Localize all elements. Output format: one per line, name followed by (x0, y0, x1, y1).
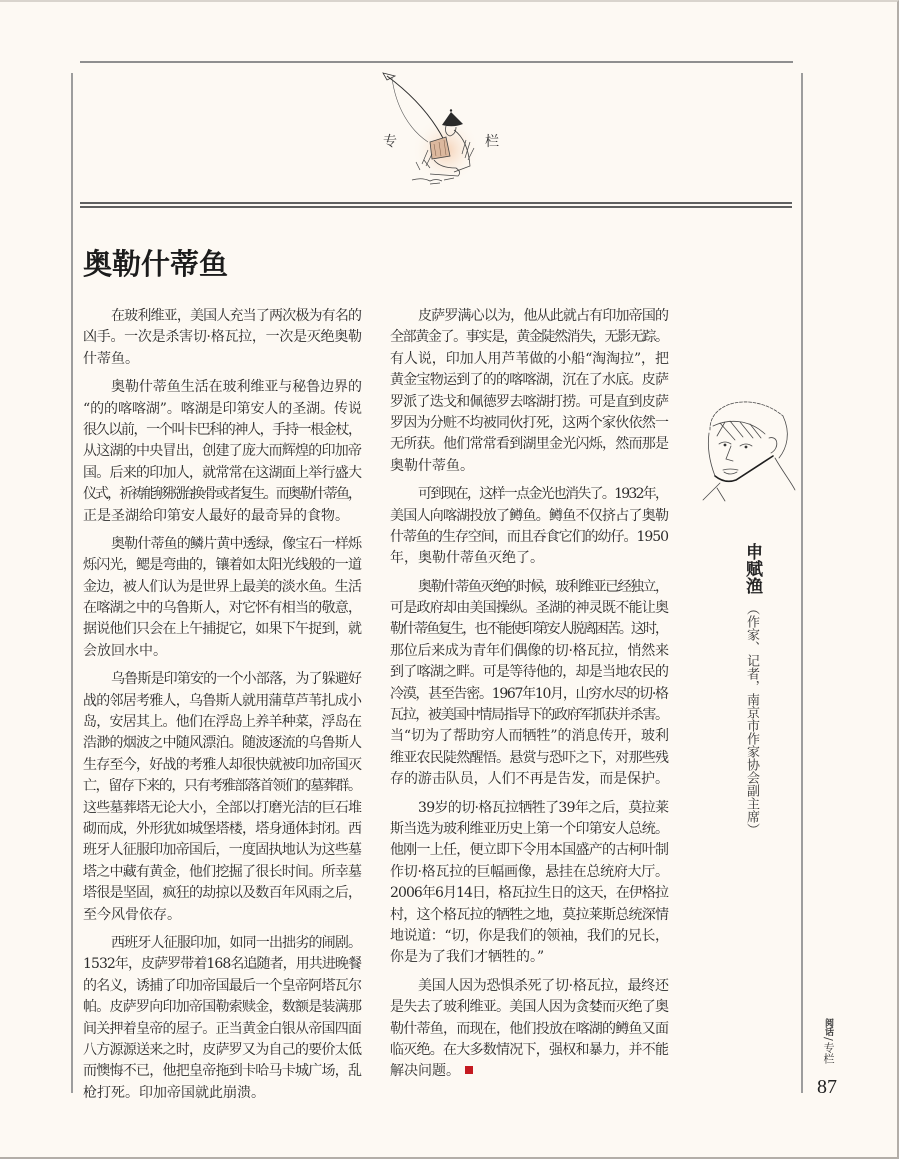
text-line (390, 976, 669, 997)
fisherman-illustration (370, 68, 520, 193)
text-line (390, 619, 669, 640)
text-line (390, 306, 669, 327)
right-margin-rule (801, 73, 803, 1093)
paragraph (390, 484, 669, 570)
text-line-content: 八方源源送来之时，皮萨罗又为自己的要价太低 (83, 1041, 362, 1058)
text-line (83, 798, 362, 819)
text-line (83, 327, 362, 348)
text-line-content: 会放回水中。 (83, 642, 167, 659)
text-line (390, 905, 669, 926)
text-line-content: 勒什蒂鱼复生，也不能使印第安人脱离困苦。这时， (390, 621, 668, 638)
text-line-content: 而懊悔不已，他把皇帝拖到卡哈马卡城广场，乱 (83, 1063, 362, 1080)
text-line-content: 战的邻居考雅人，乌鲁斯人就用蒲草芦苇扎成小 (83, 692, 362, 709)
column-label-left: 专 (383, 134, 397, 150)
paragraph (83, 306, 362, 370)
text-line-content: 瓦拉，被美国中情局指导下的政府军抓获并杀害。 (390, 707, 668, 724)
text-line (390, 577, 669, 598)
text-line (390, 370, 669, 391)
text-line (390, 434, 669, 455)
text-line (390, 748, 669, 769)
text-line (83, 905, 362, 926)
text-line (83, 1040, 362, 1061)
text-line-content: 勒什蒂鱼，而现在，他们投放在喀湖的鳟鱼又面 (390, 1020, 669, 1037)
text-line (83, 349, 362, 370)
text-line-content: 年，奥勒什蒂鱼灭绝了。 (390, 550, 544, 567)
text-line-content: 枪打死。印加帝国就此崩溃。 (83, 1084, 265, 1101)
text-line-content: 塔很是坚固，疯狂的劫掠以及数百年风雨之后， (83, 885, 362, 902)
text-line (390, 684, 669, 705)
text-line-content: 帕。皮萨罗向印加帝国勒索赎金，数额是装满那 (83, 999, 362, 1016)
text-line-content: 临灭绝。在大多数情况下，强权和暴力，并不能 (390, 1041, 669, 1058)
text-line (390, 997, 669, 1018)
text-line-content: 存的游击队员，人们不再是告发，而是保护。 (390, 771, 669, 788)
text-line (83, 883, 362, 904)
text-line (83, 641, 362, 662)
text-line-content: 浩渺的烟波之中随风漂泊。随波逐流的乌鲁斯人 (83, 735, 362, 752)
text-line (83, 598, 362, 619)
text-line (390, 527, 669, 548)
text-line (390, 947, 669, 968)
text-line (390, 840, 669, 861)
text-line-content: 在玻利维亚，美国人充当了两次极为有名的 (111, 308, 362, 324)
text-line-content: 地说道：“切，你是我们的领袖，我们的兄长， (390, 927, 669, 944)
text-line-content: 仪式，祈祷能够脱胎换骨或者复生。而奥勒什蒂鱼， (83, 486, 361, 503)
header-double-rule-upper (80, 202, 792, 204)
text-line (390, 641, 669, 662)
text-line-content: 39岁的切·格瓦拉牺牲了39年之后，莫拉莱 (418, 799, 669, 816)
text-line-content: 的名义，诱捕了印加帝国最后一个皇帝阿塔瓦尔 (83, 977, 362, 994)
text-line-content: 国。后来的印加人，就常常在这湖面上举行盛大 (83, 464, 362, 481)
text-line-content: 正是圣湖给印第安人最好的最奇异的食物。 (83, 507, 349, 524)
text-line (83, 712, 362, 733)
text-line (390, 413, 669, 434)
text-line-content: 无所获。他们常常看到湖里金光闪烁，然而那是 (390, 436, 669, 453)
text-line-content: 全部黄金了。事实是，黄金陡然消失，无影无踪。 (390, 329, 668, 346)
paragraph (83, 534, 362, 662)
text-line-content: 岛，安居其上。他们在浮岛上养羊种菜，浮岛在 (83, 714, 362, 731)
paragraph (83, 377, 362, 527)
text-line (390, 798, 669, 819)
paragraph (390, 306, 669, 477)
text-line-content: 2006年6月14日，格瓦拉生日的这天，在伊格拉 (390, 885, 669, 902)
text-line-content: 美国人向喀湖投放了鳟鱼。鳟鱼不仅挤占了奥勒 (390, 507, 669, 524)
text-line-content: 奥勒什蒂鱼生活在玻利维亚与秘鲁边界的 (111, 379, 362, 396)
text-line-content: 你是为了我们才牺牲的。” (390, 949, 545, 966)
author-name: 申赋渔 (742, 543, 762, 594)
text-line (83, 484, 362, 505)
text-line (390, 349, 669, 370)
text-line-content: 塔之中藏有黄金，他们挖掘了很长时间。所幸墓 (83, 863, 362, 880)
text-line-content: 斯当选为玻利维亚历史上第一个印第安人总统。 (390, 820, 669, 837)
text-line-content: 西班牙人征服印加，如同一出拙劣的闹剧。 (111, 934, 362, 951)
text-line (390, 1040, 669, 1061)
paragraph (390, 798, 669, 969)
paragraph (390, 976, 669, 1083)
section-name: 专栏 (822, 1041, 835, 1064)
text-line-content: 奥勒什蒂鱼的鳞片黄中透绿，像宝石一样烁 (111, 535, 362, 552)
text-line-content: 罗因为分赃不均被同伙打死，这两个家伙依然一 (390, 414, 669, 431)
text-line (390, 484, 669, 505)
text-line (83, 1019, 362, 1040)
text-line-content: 当“切为了帮助穷人而牺牲”的消息传开，玻利 (390, 728, 669, 745)
text-line (83, 399, 362, 420)
text-line (83, 862, 362, 883)
text-line-content: 凶手。一次是杀害切·格瓦拉，一次是灭绝奥勒 (83, 329, 362, 346)
text-line-content: “的的喀喀湖”。喀湖是印第安人的圣湖。传说 (83, 400, 362, 417)
text-line (83, 441, 362, 462)
text-line (390, 705, 669, 726)
text-line-content: 作切·格瓦拉的巨幅画像，悬挂在总统府大厅。 (390, 863, 669, 880)
section-prefix: 阅话 (823, 1018, 833, 1036)
text-line (83, 1061, 362, 1082)
text-line (390, 769, 669, 790)
text-line-content: 间关押着皇帝的屋子。正当黄金白银从帝国四面 (83, 1020, 362, 1037)
text-line (83, 933, 362, 954)
text-line-content: 砌而成，外形犹如城堡塔楼，塔身通体封闭。西 (83, 820, 362, 837)
text-line (83, 555, 362, 576)
text-line (83, 840, 362, 861)
text-line-content: 到了喀湖之畔。可是等待他的，却是当地农民的 (390, 664, 669, 681)
text-line (83, 577, 362, 598)
text-line (390, 862, 669, 883)
text-line-content: 乌鲁斯是印第安的一个小部落，为了躲避好 (111, 671, 362, 688)
text-line-content: 可到现在，这样一点金光也消失了。1932年， (418, 486, 668, 503)
text-line (83, 733, 362, 754)
top-rule (80, 61, 793, 63)
text-line-content: 罗派了迭戈和佩德罗去喀湖打捞。可是直到皮萨 (390, 393, 669, 410)
text-line (83, 506, 362, 527)
article-title: 奥勒什蒂鱼 (83, 247, 229, 281)
text-line (390, 926, 669, 947)
text-line-content: 生存至今，好战的考雅人却很快就被印加帝国灭 (83, 756, 362, 773)
column-label-right: 栏 (485, 134, 499, 150)
text-line-content: 村，这个格瓦拉的牺牲之地，莫拉莱斯总统深情 (390, 906, 669, 923)
paragraph (390, 577, 669, 791)
text-line (83, 306, 362, 327)
text-line-content: 亡，留存下来的，只有考雅部落首领们的墓葬群。 (83, 778, 361, 795)
text-line (83, 691, 362, 712)
text-line (83, 669, 362, 690)
text-line-content: 奥勒什蒂鱼。 (390, 457, 474, 474)
text-line-content: 解决问题。 (390, 1063, 460, 1080)
text-line (390, 1019, 669, 1040)
text-line-content: 那位后来成为青年们偶像的切·格瓦拉，悄然来 (390, 642, 669, 659)
author-bio: （作家、记者，南京市作家协会副主席） (744, 602, 759, 836)
text-line (390, 726, 669, 747)
text-line (390, 598, 669, 619)
text-line-content: 这些墓葬塔无论大小，全部以打磨光洁的巨石堆 (83, 799, 362, 816)
text-line (83, 619, 362, 640)
text-line-content: 有人说，印加人用芦苇做的小船“淘淘拉”，把 (390, 350, 669, 367)
text-line (83, 997, 362, 1018)
text-line (390, 327, 669, 348)
text-line (83, 755, 362, 776)
text-line-content: 他刚一上任，便立即下令用本国盛产的古柯叶制 (390, 842, 669, 859)
text-line (83, 976, 362, 997)
text-line-content: 是失去了玻利维亚。美国人因为贪婪而灭绝了奥 (390, 999, 669, 1016)
text-line (83, 1083, 362, 1104)
author-portrait-sketch (695, 388, 800, 508)
text-line-content: 班牙人征服印加帝国后，一度固执地认为这些墓 (83, 842, 362, 859)
header-double-rule-lower (80, 206, 792, 208)
text-line (83, 420, 362, 441)
section-label (822, 1018, 834, 1064)
text-line-content: 从这湖的中央冒出，创建了庞大而辉煌的印加帝 (83, 443, 362, 460)
page-number: 87 (817, 1076, 837, 1098)
text-line-content: 至今风骨依存。 (83, 906, 181, 923)
article-column-1 (83, 306, 362, 1104)
text-line-content: 烁闪光，鳃是弯曲的，镶着如太阳光线般的一道 (83, 557, 362, 574)
text-line-content: 维亚农民陡然醒悟。悬赏与恐吓之下，对那些残 (390, 749, 669, 766)
text-line-content: 美国人因为恐惧杀死了切·格瓦拉，最终还 (418, 977, 669, 994)
text-line-content: 1532年，皮萨罗带着168名追随者，用共进晚餐 (83, 956, 362, 973)
text-line (83, 377, 362, 398)
text-line-content: 很久以前，一个叫卡巴科的神人，手持一根金杖， (83, 421, 361, 438)
text-line-content: 据说他们只会在上午捕捉它，如果下午捉到，就 (83, 621, 362, 638)
text-line-content: 什蒂鱼。 (83, 350, 139, 367)
text-line-content: 奥勒什蒂鱼灭绝的时候，玻利维亚已经独立， (418, 578, 668, 595)
section-separator: / (822, 1037, 835, 1041)
text-line (390, 548, 669, 569)
paragraph (83, 669, 362, 926)
text-line (83, 954, 362, 975)
text-line (83, 534, 362, 555)
paragraph (83, 933, 362, 1104)
text-line (83, 819, 362, 840)
text-line (390, 819, 669, 840)
end-mark-icon (465, 1066, 473, 1074)
text-line (390, 456, 669, 477)
text-line-content: 在喀湖之中的乌鲁斯人，对它怀有相当的敬意， (83, 600, 362, 617)
text-line (390, 883, 669, 904)
article-column-2 (390, 306, 669, 1083)
text-line-content: 皮萨罗满心以为，他从此就占有印加帝国的 (418, 308, 669, 324)
text-line (83, 463, 362, 484)
text-line-content: 什蒂鱼的生存空间，而且吞食它们的幼仔。1950 (390, 528, 668, 545)
text-line (390, 506, 669, 527)
text-line-content: 金边，被人们认为是世界上最美的淡水鱼。生活 (83, 578, 362, 595)
text-line-content: 黄金宝物运到了的的喀喀湖，沉在了水底。皮萨 (390, 372, 669, 389)
text-line-content: 冷漠，甚至告密。1967年10月，山穷水尽的切·格 (390, 685, 668, 702)
text-line-content: 可是政府却由美国操纵。圣湖的神灵既不能让奥 (390, 600, 669, 617)
text-line (83, 776, 362, 797)
left-margin-rule (71, 73, 73, 1093)
text-line (390, 662, 669, 683)
text-line (390, 1061, 669, 1082)
text-line (390, 392, 669, 413)
